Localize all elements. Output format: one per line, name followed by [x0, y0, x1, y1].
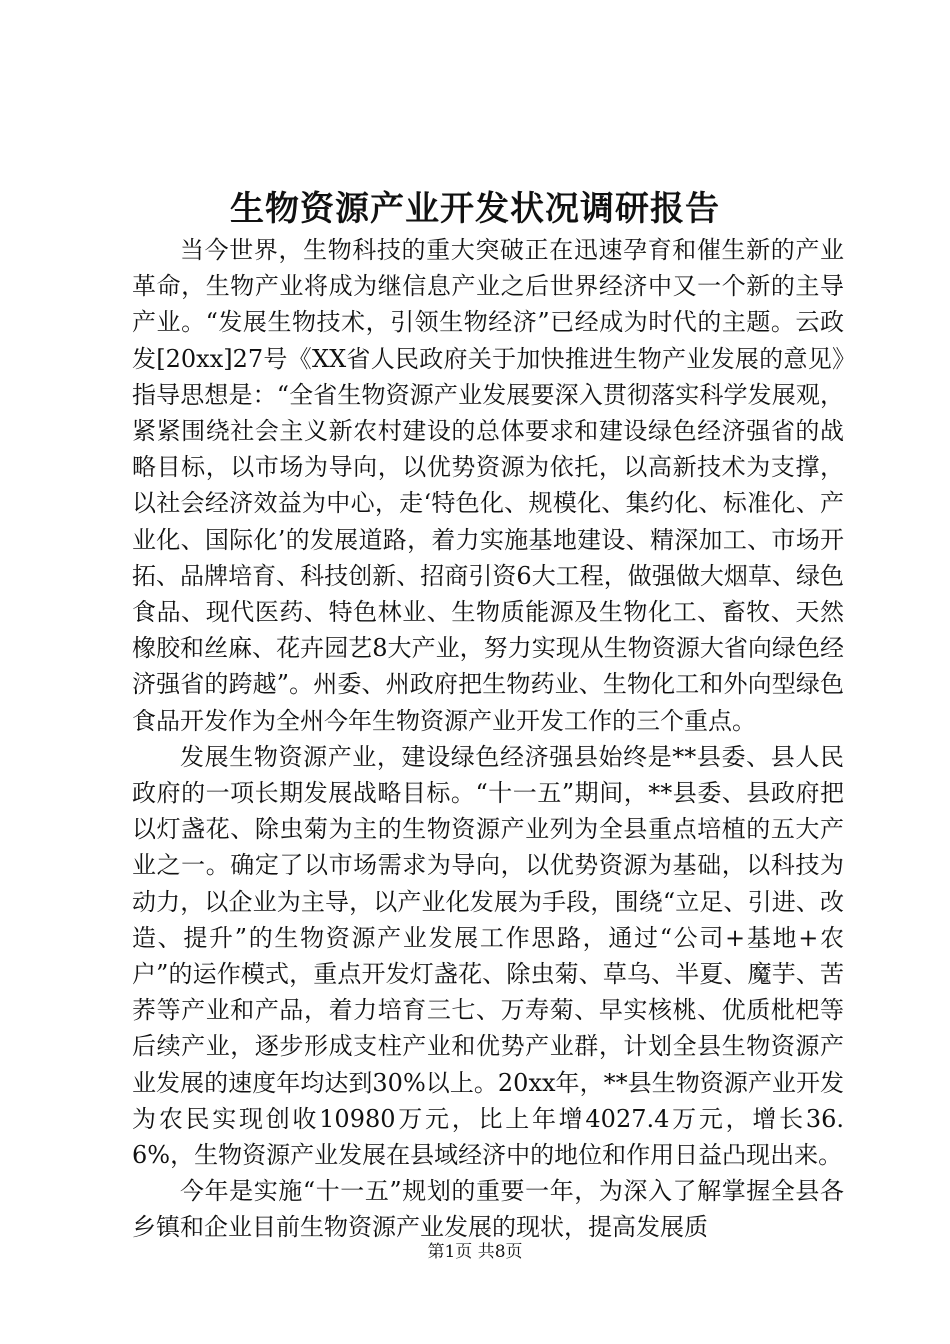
page-footer: 第1页 共8页 — [427, 1242, 523, 1262]
document-body — [132, 232, 844, 1246]
paragraph-3: 今年是实施“十一五”规划的重要一年，为深入了解掌握全县各乡镇和企业目前生物资源产业发展的现状，提高发展质 — [132, 1177, 844, 1242]
document-title: 生物资源产业开发状况调研报告 — [230, 189, 720, 229]
paragraph-2: 发展生物资源产业，建设绿色经济强县始终是**县委、县人民政府的一项长期发展战略目标。“十一五”期间，**县委、县政府把以灯盏花、除虫菊为主的生物资源产业列为全县重点培植的五大产业之一。确定了以市场需求为导向，以优势资源为基础，以科技为动力，以企业为主导，以产业化发展为手段，围绕“立足、引进、改造、提升”的生物资源产业发展工作思路，通过“公司+基地+农户”的运作模式，重点开发灯盏花、除虫菊、草乌、半夏、魔芋、苦荞等产业和产品，着力培育三七、万寿菊、早实核桃、优质枇杷等后续产业，逐步形成支柱产业和优势产业群，计划全县生物资源产业发展的速度年均达到30%以上。20xx年，**县生物资源产业开发为农民实现创收10980万元，比上年增4027.4万元，增长36.6%，生物资源产业发展在县域经济中的地位和作用日益凸现出来。 — [132, 742, 844, 1170]
paragraph-1: 当今世界，生物科技的重大突破正在迅速孕育和催生新的产业革命，生物产业将成为继信息产业之后世界经济中又一个新的主导产业。“发展生物技术，引领生物经济”已经成为时代的主题。云政发[20xx]27号《XX省人民政府关于加快推进生物产业发展的意见》指导思想是：“全省生物资源产业发展要深入贯彻落实科学发展观，紧紧围绕社会主义新农村建设的总体要求和建设绿色经济强省的战略目标，以市场为导向，以优势资源为依托，以高新技术为支撑，以社会经济效益为中心，走‘特色化、规模化、集约化、标准化、产业化、国际化’的发展道路，着力实施基地建设、精深加工、市场开拓、品牌培育、科技创新、招商引资6大工程，做强做大烟草、绿色食品、现代医药、特色林业、生物质能源及生物化工、畜牧、天然橡胶和丝麻、花卉园艺8大产业，努力实现从生物资源大省向绿色经济强省的跨越”。州委、州政府把生物药业、生物化工和外向型绿色食品开发作为全州今年生物资源产业开发工作的三个重点。 — [132, 236, 844, 735]
